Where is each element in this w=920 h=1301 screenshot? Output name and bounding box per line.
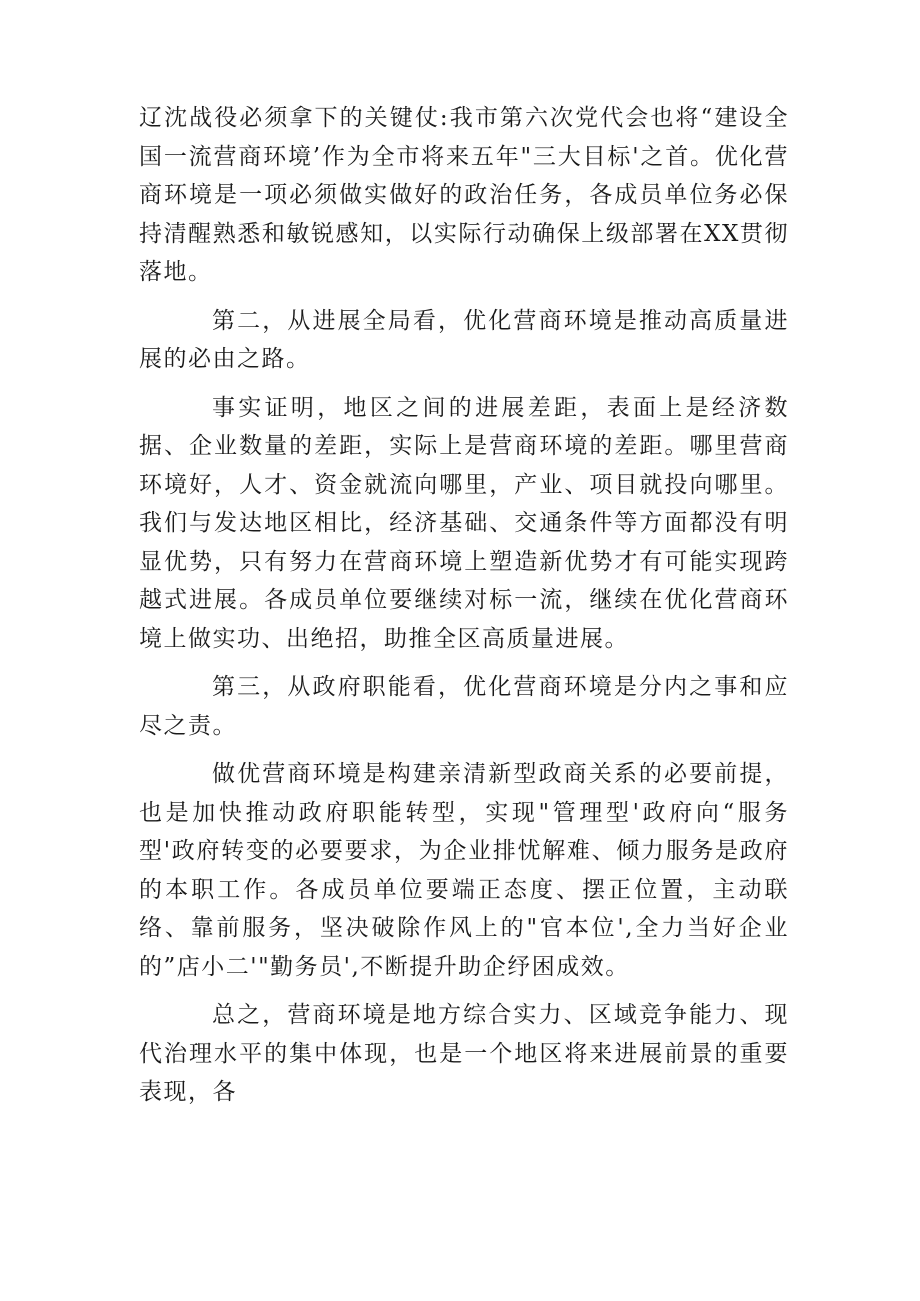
paragraph-3: 事实证明，地区之间的进展差距，表面上是经济数据、企业数量的差距，实际上是营商环境的差距。哪里营商环境好，人才、资金就流向哪里，产业、项目就投向哪里。我们与发达地区相比，经济基础、交通条件等方面都没有明显优势，只有努力在营商环境上塑造新优势才有可能实现跨越式进展。各成员单位要继续对标一流，继续在优化营商环境上做实功、出绝招，助推全区高质量进展。 [139,394,789,652]
paragraph-2: 第二，从进展全局看，优化营商环境是推动高质量进展的必由之路。 [139,307,789,372]
paragraph-4: 第三，从政府职能看，优化营商环境是分内之事和应尽之责。 [139,674,789,739]
paragraph-1: 辽沈战役必须拿下的关键仗:我市第六次党代会也将“建设全国一流营商环境’作为全市将来五年"三大目标'之首。优化营商环境是一项必须做实做好的政治任务，各成员单位务必保持清醒熟悉和敏锐感知，以实际行动确保上级部署在XX贯彻落地。 [139,105,789,285]
paragraph-5: 做优营商环境是构建亲清新型政商关系的必要前提，也是加快推动政府职能转型，实现"管理型'政府向“服务型'政府转变的必要要求，为企业排忧解难、倾力服务是政府的本职工作。各成员单位要端正态度、摆正位置，主动联络、靠前服务，坚决破除作风上的"官本位',全力当好企业的”店小二'"勤务员',不断提升助企纾困成效。 [139,761,789,980]
document-body [139,99,789,1112]
paragraph-6: 总之，营商环境是地方综合实力、区域竞争能力、现代治理水平的集中体现，也是一个地区将来进展前景的重要表现，各 [139,1002,789,1105]
